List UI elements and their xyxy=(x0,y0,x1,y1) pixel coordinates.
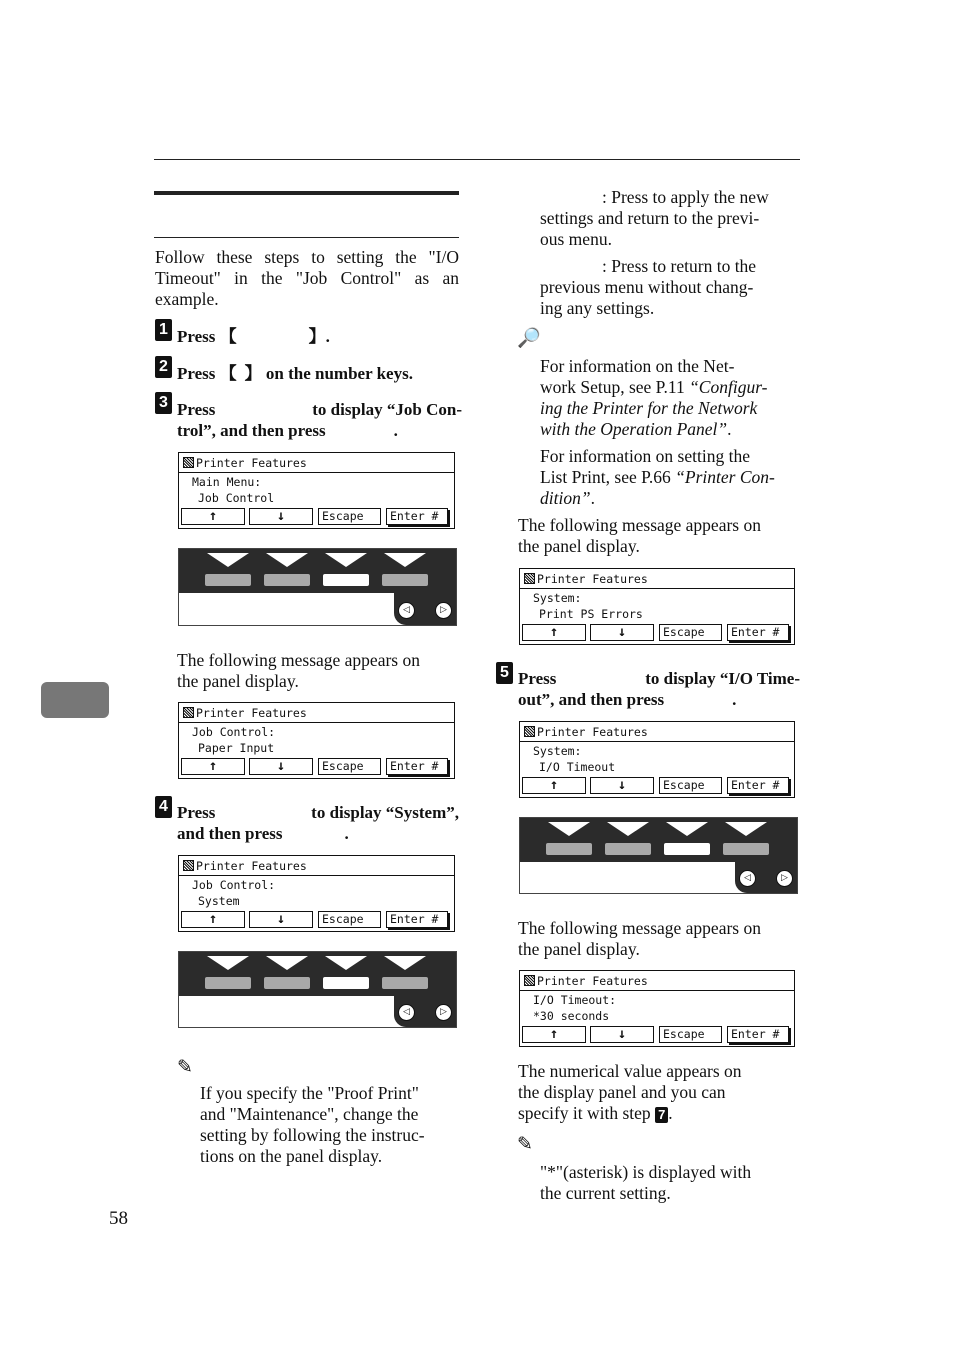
enter-key-description: : Press to apply the new settings and return to the previ- ous menu. xyxy=(540,187,769,249)
lcd-enter-button[interactable]: Enter # xyxy=(727,624,789,641)
lcd-down-button[interactable]: ↓ xyxy=(249,758,313,775)
left-arrow-key-icon: ◁ xyxy=(398,1004,415,1021)
lcd-panel-paper-input: Printer Features Job Control: Paper Input ↑ ↓ Escape Enter # xyxy=(178,702,455,779)
printer-status-icon xyxy=(183,457,194,468)
step-3-text: Press to display “Job Con- trol”, and then press . xyxy=(177,400,462,440)
lcd-down-button[interactable]: ↓ xyxy=(590,1026,654,1043)
left-arrow-key-icon: ◁ xyxy=(739,870,756,887)
page-number: 58 xyxy=(109,1208,128,1229)
step-4-text: Press to display “System”, and then press . xyxy=(177,803,459,843)
lcd-panel-print-ps-errors: Printer Features System: Print PS Errors ↑ ↓ Escape Enter # xyxy=(519,568,795,645)
step-ref-badge: 7 xyxy=(655,1107,668,1123)
lcd-up-button[interactable]: ↑ xyxy=(181,508,245,525)
printer-status-icon xyxy=(524,573,535,584)
step-number-5: 5 xyxy=(496,662,513,684)
step-1-text: Press 【 】. xyxy=(177,327,330,346)
message-appears-text-2: The following message appears on the panel display. xyxy=(518,515,761,556)
lcd-up-button[interactable]: ↑ xyxy=(522,624,586,641)
lcd-up-button[interactable]: ↑ xyxy=(522,777,586,794)
lcd-panel-io-timeout-value: Printer Features I/O Timeout: *30 seconds ↑ ↓ Escape Enter # xyxy=(519,970,795,1047)
message-appears-text-1: The following message appears on the panel display. xyxy=(177,650,420,691)
right-arrow-key-icon: ▷ xyxy=(435,1004,452,1021)
selection-keys-illustration-3 xyxy=(519,817,798,894)
step-number-3: 3 xyxy=(155,392,172,414)
lcd-escape-button[interactable]: Escape xyxy=(659,1026,722,1043)
lcd-up-button[interactable]: ↑ xyxy=(181,758,245,775)
lcd-panel-io-timeout-menu: Printer Features System: I/O Timeout ↑ ↓ Escape Enter # xyxy=(519,721,795,798)
step-number-2: 2 xyxy=(155,356,172,378)
right-arrow-key-icon: ▷ xyxy=(776,870,793,887)
right-arrow-key-icon: ▷ xyxy=(435,602,452,619)
lcd-down-button[interactable]: ↓ xyxy=(249,508,313,525)
printer-status-icon xyxy=(183,860,194,871)
asterisk-note: "*"(asterisk) is displayed with the current setting. xyxy=(540,1162,752,1203)
lcd-down-button[interactable]: ↓ xyxy=(249,911,313,928)
lcd-escape-button[interactable]: Escape xyxy=(318,508,381,525)
printer-status-icon xyxy=(524,726,535,737)
lcd-escape-button[interactable]: Escape xyxy=(659,777,722,794)
lcd-escape-button[interactable]: Escape xyxy=(659,624,722,641)
note-proof-print: If you specify the "Proof Print" and "Maintenance", change the setting by following the instruc- tions on the panel display. xyxy=(200,1083,425,1166)
step-5-text: Press to display “I/O Time- out”, and then press . xyxy=(518,669,800,709)
intro-paragraph: Follow these steps to setting the "I/O Timeout" in the "Job Control" as an example. xyxy=(155,247,459,309)
numerical-value-paragraph: The numerical value appears on the display panel and you can specify it with step 7 . xyxy=(518,1061,742,1123)
lcd-up-button[interactable]: ↑ xyxy=(522,1026,586,1043)
printer-status-icon xyxy=(524,975,535,986)
selection-keys-illustration-2 xyxy=(178,951,457,1028)
lcd-panel-job-control: Printer Features Main Menu: Job Control ↑ ↓ Escape Enter # xyxy=(178,452,455,529)
selection-keys-illustration-1 xyxy=(178,548,457,626)
lcd-enter-button[interactable]: Enter # xyxy=(386,911,448,928)
reference-network-setup: For information on the Net- work Setup, see P.11 “Configur- ing the Printer for the Network with the Operation Panel”. xyxy=(540,356,768,439)
chapter-tab xyxy=(41,682,109,718)
step-number-1: 1 xyxy=(155,319,172,341)
lcd-escape-button[interactable]: Escape xyxy=(318,758,381,775)
lcd-down-button[interactable]: ↓ xyxy=(590,777,654,794)
step-2-text: Press 【 】 on the number keys. xyxy=(177,364,413,383)
left-arrow-key-icon: ◁ xyxy=(398,602,415,619)
lcd-enter-button[interactable]: Enter # xyxy=(386,758,448,775)
note-pencil-icon: ✎ xyxy=(177,1056,193,1078)
reference-magnifier-icon: 🔎 xyxy=(517,327,541,349)
escape-key-description: : Press to return to the previous menu without chang- ing any settings. xyxy=(540,256,757,318)
lcd-up-button[interactable]: ↑ xyxy=(181,911,245,928)
note-pencil-icon: ✎ xyxy=(517,1133,533,1155)
section-heading-bar-bottom xyxy=(154,237,459,238)
lcd-down-button[interactable]: ↓ xyxy=(590,624,654,641)
lcd-enter-button[interactable]: Enter # xyxy=(727,1026,789,1043)
lcd-enter-button[interactable]: Enter # xyxy=(727,777,789,794)
header-rule xyxy=(154,159,800,160)
step-number-4: 4 xyxy=(155,796,172,818)
lcd-escape-button[interactable]: Escape xyxy=(318,911,381,928)
lcd-enter-button[interactable]: Enter # xyxy=(386,508,448,525)
reference-list-print: For information on setting the List Print, see P.66 “Printer Con- dition”. xyxy=(540,446,775,508)
message-appears-text-3: The following message appears on the panel display. xyxy=(518,918,761,959)
printer-status-icon xyxy=(183,707,194,718)
lcd-panel-system: Printer Features Job Control: System ↑ ↓ Escape Enter # xyxy=(178,855,455,932)
section-heading-bar-top xyxy=(154,191,459,195)
